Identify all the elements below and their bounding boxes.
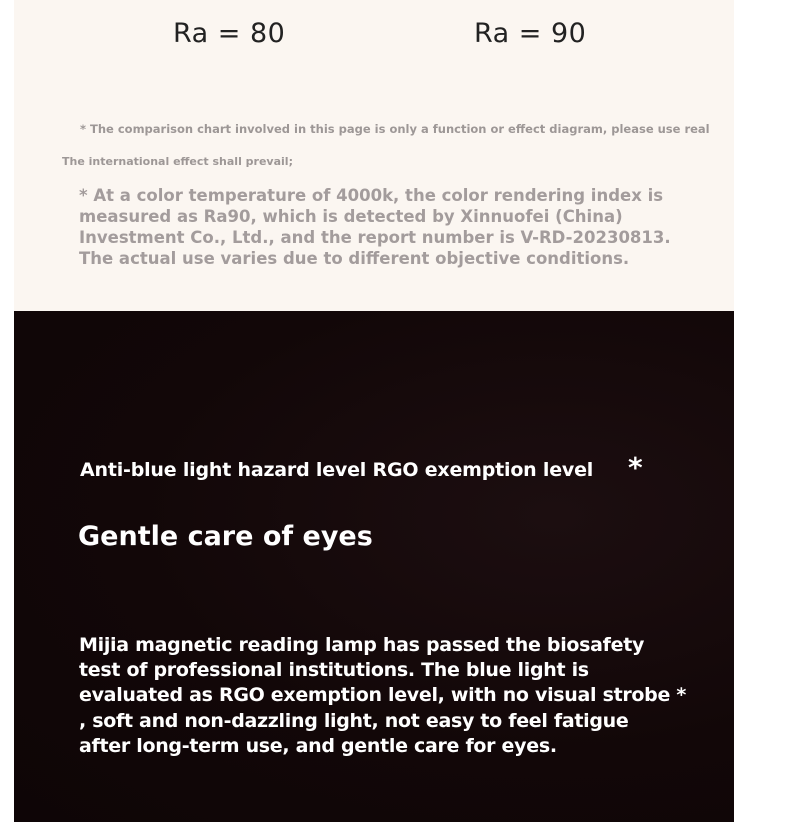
- color-rendering-note: * At a color temperature of 4000k, the color rendering index is measured as Ra90, which is detected by Xinnuofei (China) Investment Co., Ltd., and the report number is V-RD-20230813. The actual use varies due to different objective conditions.: [79, 186, 671, 268]
- feature-description: [79, 633, 689, 759]
- description-line: evaluated as RGO exemption level, with no visual strobe *: [79, 684, 687, 707]
- description-line: Mijia magnetic reading lamp has passed the biosafety: [79, 634, 645, 656]
- description-line: test of professional institutions. The blue light is: [79, 659, 589, 682]
- eye-care-panel: [14, 311, 734, 822]
- ra80-label: Ra = 80: [173, 18, 286, 49]
- feature-subtitle: Anti-blue light hazard level RGO exemption level: [80, 459, 594, 481]
- disclaimer-line-2: The international effect shall prevail;: [62, 155, 293, 168]
- asterisk-mark: *: [628, 451, 643, 484]
- ra90-label: Ra = 90: [474, 18, 587, 49]
- description-line: after long-term use, and gentle care for eyes.: [79, 734, 557, 757]
- comparison-panel: [14, 0, 734, 311]
- feature-headline: Gentle care of eyes: [78, 521, 373, 552]
- description-line: , soft and non-dazzling light, not easy to feel fatigue: [79, 709, 629, 732]
- disclaimer-line-1: * The comparison chart involved in this page is only a function or effect diagram, please use real: [80, 122, 710, 136]
